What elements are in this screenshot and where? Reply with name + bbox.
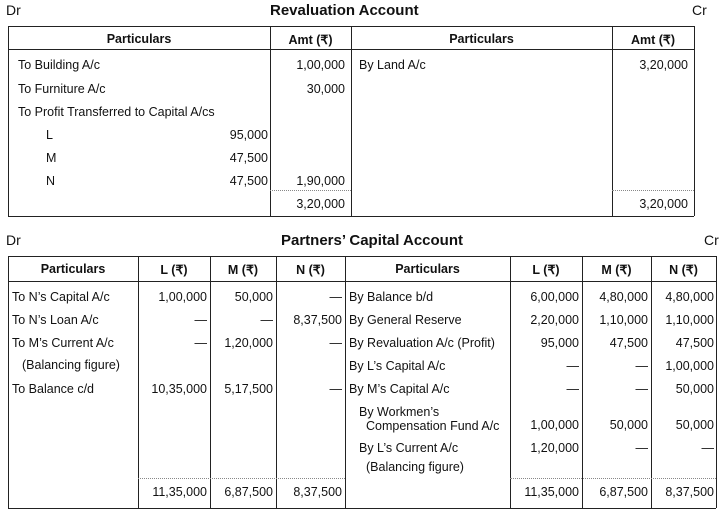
rev-partner-share: 47,500 xyxy=(229,151,268,165)
cap-total-n: 8,37,500 xyxy=(293,485,342,499)
cap-credit-label: By General Reserve xyxy=(349,313,462,327)
cap-header-particulars-right: Particulars xyxy=(395,262,460,276)
rev-debit-amount: 1,00,000 xyxy=(296,58,345,72)
rev-debit-label: To Profit Transferred to Capital A/cs xyxy=(18,105,215,119)
cap-total-l-right: 11,35,000 xyxy=(524,485,579,499)
rev-header-particulars: Particulars xyxy=(106,32,172,46)
cap-credit-label: By Revaluation A/c (Profit) xyxy=(349,336,495,350)
cap-debit-label: To N’s Loan A/c xyxy=(12,313,99,327)
dr-label: Dr xyxy=(6,232,21,248)
cap-credit-label: By L’s Current A/c xyxy=(359,441,459,455)
cap-credit-m: 50,000 xyxy=(609,418,648,432)
cap-credit-l: 1,00,000 xyxy=(530,418,579,432)
rev-debit-amount: 30,000 xyxy=(306,82,345,96)
rev-header-particulars-right: Particulars xyxy=(449,32,514,46)
cap-credit-label: Compensation Fund A/c xyxy=(366,419,500,433)
cap-debit-l: — xyxy=(194,313,207,327)
rev-header-amt: Amt (₹) xyxy=(288,33,333,47)
rev-header-amt-right: Amt (₹) xyxy=(630,33,676,47)
cap-header-l-right: L (₹) xyxy=(532,263,560,277)
cap-credit-n: 1,00,000 xyxy=(665,359,714,373)
cap-total-m: 6,87,500 xyxy=(224,485,273,499)
cap-credit-m: — xyxy=(635,359,648,373)
cap-credit-n: 50,000 xyxy=(675,418,714,432)
cap-credit-note: (Balancing figure) xyxy=(366,460,464,474)
cap-debit-m: 50,000 xyxy=(234,290,273,304)
rev-partner-name: N xyxy=(46,174,56,188)
cap-debit-n: 8,37,500 xyxy=(293,313,342,327)
cap-debit-n: — xyxy=(329,336,342,350)
cap-credit-m: — xyxy=(635,441,648,455)
cap-credit-n: 4,80,000 xyxy=(665,290,714,304)
cap-header-n: N (₹) xyxy=(296,263,325,277)
rev-partner-share: 95,000 xyxy=(229,128,268,142)
cap-debit-n: — xyxy=(329,382,342,396)
cap-credit-n: 47,500 xyxy=(675,336,714,350)
cap-credit-l: 2,20,000 xyxy=(530,313,579,327)
rev-debit-label: To Furniture A/c xyxy=(18,82,106,96)
cap-credit-l: — xyxy=(566,382,579,396)
cap-credit-n: 50,000 xyxy=(675,382,714,396)
capital-title: Partners’ Capital Account xyxy=(281,232,463,249)
rev-credit-amount: 3,20,000 xyxy=(639,58,688,72)
cap-credit-label: By Workmen’s xyxy=(359,405,440,419)
cap-credit-m: 47,500 xyxy=(609,336,648,350)
cap-credit-l: — xyxy=(566,359,579,373)
revaluation-title: Revaluation Account xyxy=(270,2,419,19)
cap-debit-m: 1,20,000 xyxy=(224,336,273,350)
cap-debit-label: To Balance c/d xyxy=(12,382,94,396)
cap-debit-l: 1,00,000 xyxy=(158,290,207,304)
cap-debit-n: — xyxy=(329,290,342,304)
cap-credit-label: By Balance b/d xyxy=(349,290,434,304)
cap-header-l: L (₹) xyxy=(160,263,188,277)
cap-debit-l: — xyxy=(194,336,207,350)
cr-label: Cr xyxy=(692,2,707,18)
rev-total-right: 3,20,000 xyxy=(639,197,688,211)
cap-credit-m: 1,10,000 xyxy=(599,313,648,327)
cap-debit-label: To M’s Current A/c xyxy=(12,336,114,350)
rev-debit-label: To Building A/c xyxy=(18,58,100,72)
cap-header-particulars: Particulars xyxy=(40,262,106,276)
cap-debit-note: (Balancing figure) xyxy=(22,358,120,372)
rev-profit-total: 1,90,000 xyxy=(296,174,345,188)
rev-total-left: 3,20,000 xyxy=(296,197,345,211)
cap-total-l: 11,35,000 xyxy=(152,485,207,499)
rev-bottom-rule xyxy=(8,216,694,217)
cap-total-m-right: 6,87,500 xyxy=(599,485,648,499)
rev-credit-label: By Land A/c xyxy=(359,58,426,72)
cap-credit-m: — xyxy=(635,382,648,396)
cap-credit-label: By M’s Capital A/c xyxy=(349,382,450,396)
rev-partner-name: L xyxy=(46,128,53,142)
rev-partner-share: 47,500 xyxy=(229,174,268,188)
cap-debit-label: To N’s Capital A/c xyxy=(12,290,110,304)
cap-credit-l: 1,20,000 xyxy=(530,441,579,455)
cap-debit-m: — xyxy=(260,313,273,327)
dr-label: Dr xyxy=(6,2,21,18)
cap-debit-l: 10,35,000 xyxy=(151,382,207,396)
cap-header-m: M (₹) xyxy=(227,263,259,277)
rev-partner-name: M xyxy=(46,151,57,165)
cap-header-m-right: M (₹) xyxy=(601,263,632,277)
cap-credit-label: By L’s Capital A/c xyxy=(349,359,446,373)
cap-credit-n: 1,10,000 xyxy=(665,313,714,327)
cap-credit-n: — xyxy=(701,441,714,455)
cap-credit-m: 4,80,000 xyxy=(599,290,648,304)
cap-credit-l: 95,000 xyxy=(540,336,579,350)
cap-debit-m: 5,17,500 xyxy=(224,382,273,396)
cr-label: Cr xyxy=(704,232,719,248)
cap-credit-l: 6,00,000 xyxy=(530,290,579,304)
cap-header-n-right: N (₹) xyxy=(669,263,698,277)
cap-total-n-right: 8,37,500 xyxy=(665,485,714,499)
